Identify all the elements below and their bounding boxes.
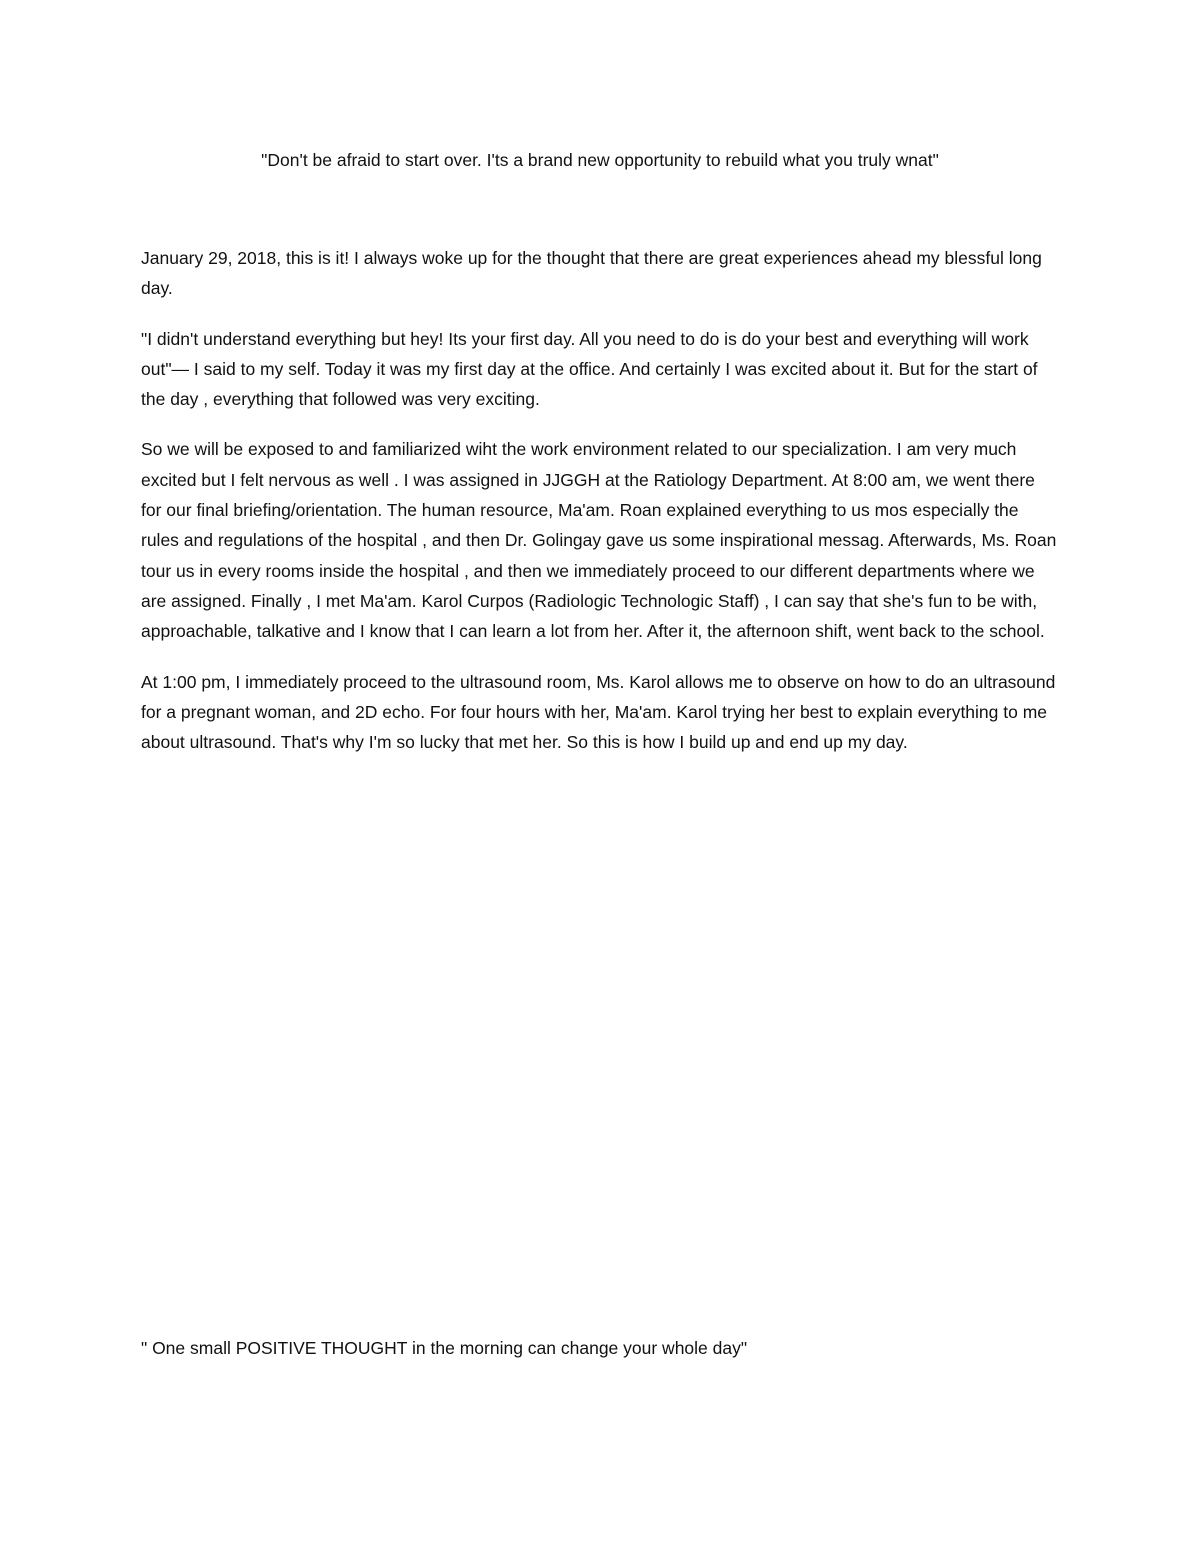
journal-body xyxy=(141,243,1059,777)
paragraph-orientation: So we will be exposed to and familiarized wiht the work environment related to our specialization. I am very much excited but I felt nervous as well . I was assigned in JJGGH at the Ratiology Department. At 8:00 am, we went there for our final briefing/orientation. The human resource, Ma'am. Roan explained everything to us mos especially the rules and regulations of the hospital , and then Dr. Golingay gave us some inspirational messag. Afterwards, Ms. Roan tour us in every rooms inside the hospital , and then we immediately proceed to our different departments where we are assigned. Finally , I met Ma'am. Karol Curpos (Radiologic Technologic Staff) , I can say that she's fun to be with, approachable, talkative and I know that I can learn a lot from her. After it, the afternoon shift, went back to the school. xyxy=(141,439,1057,642)
paragraph-afternoon: At 1:00 pm, I immediately proceed to the ultrasound room, Ms. Karol allows me to observe on how to do an ultrasound for a pregnant woman, and 2D echo. For four hours with her, Ma'am. Karol trying her best to explain everything to me about ultrasound. That's why I'm so lucky that met her. So this is how I build up and end up my day. xyxy=(141,671,1056,753)
bottom-quote: " One small POSITIVE THOUGHT in the morning can change your whole day" xyxy=(141,1338,748,1358)
paragraph-first-day: "I didn't understand everything but hey! Its your first day. All you need to do is do your best and everything will work out"— I said to my self. Today it was my first day at the office. And certainly I was excited about it. But for the start of the day , everything that followed was very exciting. xyxy=(141,328,1038,410)
top-quote: "Don't be afraid to start over. I'ts a brand new opportunity to rebuild what you truly wnat" xyxy=(261,150,939,170)
paragraph-intro: January 29, 2018, this is it! I always woke up for the thought that there are great experiences ahead my blessful long day. xyxy=(141,248,1042,299)
